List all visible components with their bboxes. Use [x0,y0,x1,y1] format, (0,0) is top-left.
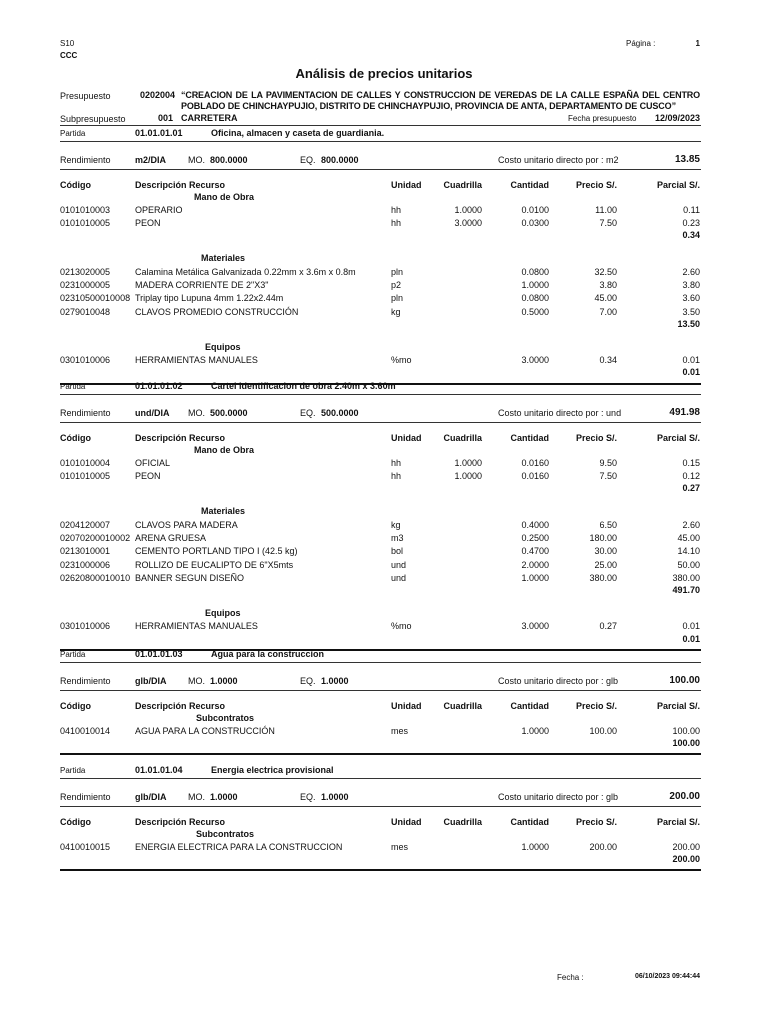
group-subtotal: 200.00 [672,854,700,865]
resource-precio: 180.00 [589,532,617,543]
resource-description: OFICIAL [135,457,171,468]
costo-unitario-value: 491.98 [669,407,700,418]
resource-parcial: 0.01 [682,355,700,366]
rendimiento-label: Rendimiento [60,408,111,418]
eq-value: 500.0000 [321,408,359,418]
resource-code: 0231000006 [60,559,111,570]
resource-parcial: 380.00 [672,572,700,583]
resource-code: 0279010048 [60,306,111,317]
column-header-cantidad: Cantidad [510,701,549,711]
resource-code: 0204120007 [60,519,111,530]
column-header-unidad: Unidad [391,433,422,443]
company-name: CCC [60,51,78,60]
resource-group-title: Equipos [205,341,241,352]
column-header-cantidad: Cantidad [510,180,549,190]
partida-label: Partida [60,382,86,391]
resource-parcial: 3.60 [682,293,700,304]
resource-precio: 45.00 [594,293,617,304]
column-header-codigo: Código [60,701,91,711]
resource-cantidad: 1.0000 [521,725,549,736]
resource-description: HERRAMIENTAS MANUALES [135,355,258,366]
resource-unit: %mo [391,355,412,366]
mo-label: MO. [188,792,205,802]
resource-description: ENERGIA ELECTRICA PARA LA CONSTRUCCION [135,841,343,852]
resource-description: PEON [135,218,161,229]
resource-code: 0231000005 [60,279,111,290]
partida-code: 01.01.01.03 [135,649,183,659]
group-subtotal: 0.27 [682,483,700,494]
resource-cantidad: 0.0160 [521,457,549,468]
column-header-descripcion: Descripción Recurso [135,817,226,827]
resource-precio: 3.80 [599,279,617,290]
column-header-cuadrilla: Cuadrilla [443,701,482,711]
column-header-unidad: Unidad [391,180,422,190]
resource-unit: kg [391,519,401,530]
resource-cantidad: 3.0000 [521,355,549,366]
partida-name: Oficina, almacen y caseta de guardiania. [211,128,385,138]
resource-code: 0213010001 [60,546,111,557]
resource-cuadrilla: 3.0000 [454,218,482,229]
partida-divider [60,778,701,779]
header-divider [60,125,701,126]
resource-code: 0410010015 [60,841,111,852]
group-subtotal: 100.00 [672,738,700,749]
resource-code: 0101010005 [60,218,111,229]
resource-cantidad: 1.0000 [521,279,549,290]
resource-group-title: Subcontratos [196,828,255,839]
resource-unit: m3 [391,532,404,543]
resource-parcial: 3.80 [682,279,700,290]
costo-unitario-label: Costo unitario directo por : glb [498,676,619,686]
resource-unit: und [391,559,407,570]
page-title: Análisis de precios unitarios [295,66,473,81]
partida-divider [60,394,701,395]
mo-value: 800.0000 [210,155,248,165]
column-header-descripcion: Descripción Recurso [135,701,226,711]
resource-description: BANNER SEGUN DISEÑO [135,572,245,583]
footer-fecha-value: 06/10/2023 09:44:44 [635,973,700,980]
resource-parcial: 45.00 [677,532,700,543]
resource-parcial: 2.60 [682,266,700,277]
presupuesto-code: 0202004 [140,90,176,100]
eq-label: EQ. [300,792,316,802]
subpresupuesto-code: 001 [158,113,174,123]
resource-parcial: 0.11 [683,204,700,215]
resource-cantidad: 0.0300 [521,218,549,229]
resource-cuadrilla: 1.0000 [454,471,482,482]
costo-unitario-label: Costo unitario directo por : glb [498,792,619,802]
column-header-unidad: Unidad [391,701,422,711]
resource-unit: bol [391,546,404,557]
resource-cuadrilla: 1.0000 [454,457,482,468]
eq-value: 800.0000 [321,155,359,165]
resource-cantidad: 0.4700 [521,546,549,557]
rendimiento-divider [60,422,701,423]
resource-code: 0101010003 [60,204,111,215]
resource-cantidad: 1.0000 [521,841,549,852]
column-header-codigo: Código [60,180,91,190]
resource-parcial: 0.23 [682,218,700,229]
eq-label: EQ. [300,408,316,418]
resource-description: ROLLIZO DE EUCALIPTO DE 6"X5mts [135,559,294,570]
resource-description: CLAVOS PROMEDIO CONSTRUCCIÓN [135,306,299,317]
column-header-parcial: Parcial S/. [656,433,700,443]
resource-description: HERRAMIENTAS MANUALES [135,621,258,632]
resource-cantidad: 0.2500 [521,532,549,543]
resource-cantidad: 0.0800 [521,266,549,277]
costo-unitario-value: 200.00 [669,791,700,802]
resource-cantidad: 3.0000 [521,621,549,632]
mo-label: MO. [188,155,205,165]
partida-end-divider [60,869,701,871]
column-header-codigo: Código [60,817,91,827]
resource-code: 0301010006 [60,355,111,366]
resource-code: 02070200010002 [60,532,131,543]
resource-unit: pln [391,266,404,277]
group-subtotal: 13.50 [677,318,700,329]
resource-precio: 25.00 [594,559,617,570]
resource-cuadrilla: 1.0000 [454,204,482,215]
column-header-cuadrilla: Cuadrilla [443,433,482,443]
resource-cantidad: 0.0100 [521,204,549,215]
page-label: Página : [626,39,656,48]
resource-parcial: 3.50 [682,306,700,317]
resource-description: ARENA GRUESA [135,532,207,543]
resource-cantidad: 0.0800 [521,293,549,304]
column-header-precio: Precio S/. [575,180,617,190]
rendimiento-unit: glb/DIA [135,676,167,686]
rendimiento-divider [60,806,701,807]
presupuesto-label: Presupuesto [60,91,111,101]
partida-end-divider [60,753,701,755]
resource-parcial: 14.10 [677,546,700,557]
mo-label: MO. [188,676,205,686]
resource-precio: 9.50 [599,457,617,468]
group-subtotal: 491.70 [672,585,700,596]
group-subtotal: 0.01 [682,633,700,644]
rendimiento-unit: glb/DIA [135,792,167,802]
rendimiento-label: Rendimiento [60,792,111,802]
costo-unitario-label: Costo unitario directo por : und [498,408,622,418]
resource-unit: hh [391,457,402,468]
column-header-precio: Precio S/. [575,817,617,827]
column-header-unidad: Unidad [391,817,422,827]
resource-description: PEON [135,471,161,482]
subpresupuesto-label: Subpresupuesto [60,114,126,124]
resource-parcial: 50.00 [677,559,700,570]
resource-precio: 7.50 [599,218,617,229]
resource-group-title: Mano de Obra [194,191,255,202]
resource-precio: 11.00 [595,204,617,215]
column-header-parcial: Parcial S/. [656,701,700,711]
column-header-parcial: Parcial S/. [656,180,700,190]
partida-name: Agua para la construccion [211,649,325,659]
mo-value: 1.0000 [210,676,238,686]
resource-description: CLAVOS PARA MADERA [135,519,238,530]
rendimiento-divider [60,690,701,691]
column-header-precio: Precio S/. [575,701,617,711]
resource-cantidad: 0.0160 [521,471,549,482]
partida-divider [60,141,701,142]
resource-description: MADERA CORRIENTE DE 2"X3" [135,279,269,290]
group-subtotal: 0.01 [682,367,700,378]
resource-description: Triplay tipo Lupuna 4mm 1.22x2.44m [135,293,284,304]
column-header-descripcion: Descripción Recurso [135,180,226,190]
resource-description: CEMENTO PORTLAND TIPO I (42.5 kg) [135,546,298,557]
column-header-cantidad: Cantidad [510,433,549,443]
mo-value: 500.0000 [210,408,248,418]
resource-parcial: 0.01 [682,621,700,632]
resource-precio: 380.00 [589,572,617,583]
resource-precio: 30.00 [594,546,617,557]
partida-name: Cartel Identificacion de obra 2.40m x 3.60m [211,381,396,391]
resource-parcial: 200.00 [672,841,700,852]
costo-unitario-value: 13.85 [674,154,700,165]
resource-precio: 0.34 [599,355,617,366]
resource-group-title: Mano de Obra [194,444,255,455]
resource-precio: 100.00 [589,725,617,736]
resource-unit: kg [391,306,401,317]
costo-unitario-label: Costo unitario directo por : m2 [498,155,619,165]
column-header-codigo: Código [60,433,91,443]
resource-unit: hh [391,204,402,215]
column-header-descripcion: Descripción Recurso [135,433,226,443]
resource-unit: hh [391,471,402,482]
resource-code: 0101010004 [60,457,111,468]
resource-precio: 6.50 [599,519,617,530]
column-header-cuadrilla: Cuadrilla [443,817,482,827]
fecha-presupuesto-label: Fecha presupuesto [568,114,637,123]
partida-label: Partida [60,650,86,659]
resource-cantidad: 1.0000 [521,572,549,583]
resource-code: 0410010014 [60,725,111,736]
rendimiento-unit: und/DIA [135,408,170,418]
resource-unit: hh [391,218,402,229]
presupuesto-description-line1: “CREACION DE LA PAVIMENTACION DE CALLES Y CONSTRUCCION DE VEREDAS DE LA CALLE ESPAÑA DEL CENTRO [181,90,700,100]
resource-code: 0301010006 [60,621,111,632]
resource-group-title: Materiales [201,506,246,517]
mo-label: MO. [188,408,205,418]
resource-group-title: Subcontratos [196,712,255,723]
column-header-cuadrilla: Cuadrilla [443,180,482,190]
rendimiento-label: Rendimiento [60,676,111,686]
resource-cantidad: 0.5000 [521,306,549,317]
partida-name: Energia electrica provisional [211,765,334,775]
resource-parcial: 100.00 [672,725,700,736]
resource-unit: mes [391,725,409,736]
resource-cantidad: 2.0000 [521,559,549,570]
resource-description: AGUA PARA LA CONSTRUCCIÓN [135,725,275,736]
column-header-precio: Precio S/. [575,433,617,443]
fecha-presupuesto: 12/09/2023 [654,113,700,123]
rendimiento-divider [60,169,701,170]
resource-parcial: 0.12 [682,471,700,482]
partida-label: Partida [60,766,86,775]
resource-unit: %mo [391,621,412,632]
partida-label: Partida [60,129,86,138]
resource-unit: mes [391,841,409,852]
resource-parcial: 2.60 [682,519,700,530]
resource-group-title: Materiales [201,253,246,264]
resource-precio: 7.50 [599,471,617,482]
rendimiento-unit: m2/DIA [135,155,167,165]
subpresupuesto-name: CARRETERA [181,113,238,123]
resource-code: 0213020005 [60,266,111,277]
resource-code: 02310500010008 [60,293,131,304]
resource-precio: 0.27 [599,621,617,632]
resource-description: Calamina Metálica Galvanizada 0.22mm x 3.6m x 0.8m [135,266,356,277]
resource-code: 02620800010010 [60,572,131,583]
resource-group-title: Equipos [205,608,241,619]
eq-value: 1.0000 [321,792,349,802]
partida-code: 01.01.01.02 [135,381,183,391]
presupuesto-description-line2: POBLADO DE CHINCHAYPUJIO, DISTRITO DE CHINCHAYPUJIO, PROVINCIA DE ANTA, DEPARTAMENTO DE CUSCO” [181,101,676,111]
resource-unit: und [391,572,407,583]
partida-code: 01.01.01.01 [135,128,183,138]
partida-code: 01.01.01.04 [135,765,183,775]
rendimiento-label: Rendimiento [60,155,111,165]
resource-precio: 7.00 [599,306,617,317]
eq-label: EQ. [300,155,316,165]
eq-label: EQ. [300,676,316,686]
resource-unit: pln [391,293,404,304]
costo-unitario-value: 100.00 [669,675,700,686]
mo-value: 1.0000 [210,792,238,802]
footer-fecha-label: Fecha : [557,973,584,982]
resource-cantidad: 0.4000 [521,519,549,530]
resource-unit: p2 [391,279,402,290]
resource-parcial: 0.15 [682,457,700,468]
group-subtotal: 0.34 [682,230,700,241]
eq-value: 1.0000 [321,676,349,686]
resource-description: OPERARIO [135,204,183,215]
resource-precio: 32.50 [594,266,617,277]
resource-code: 0101010005 [60,471,111,482]
column-header-cantidad: Cantidad [510,817,549,827]
resource-precio: 200.00 [589,841,617,852]
system-code: S10 [60,39,75,48]
page-number: 1 [695,39,700,48]
column-header-parcial: Parcial S/. [656,817,700,827]
partida-divider [60,662,701,663]
